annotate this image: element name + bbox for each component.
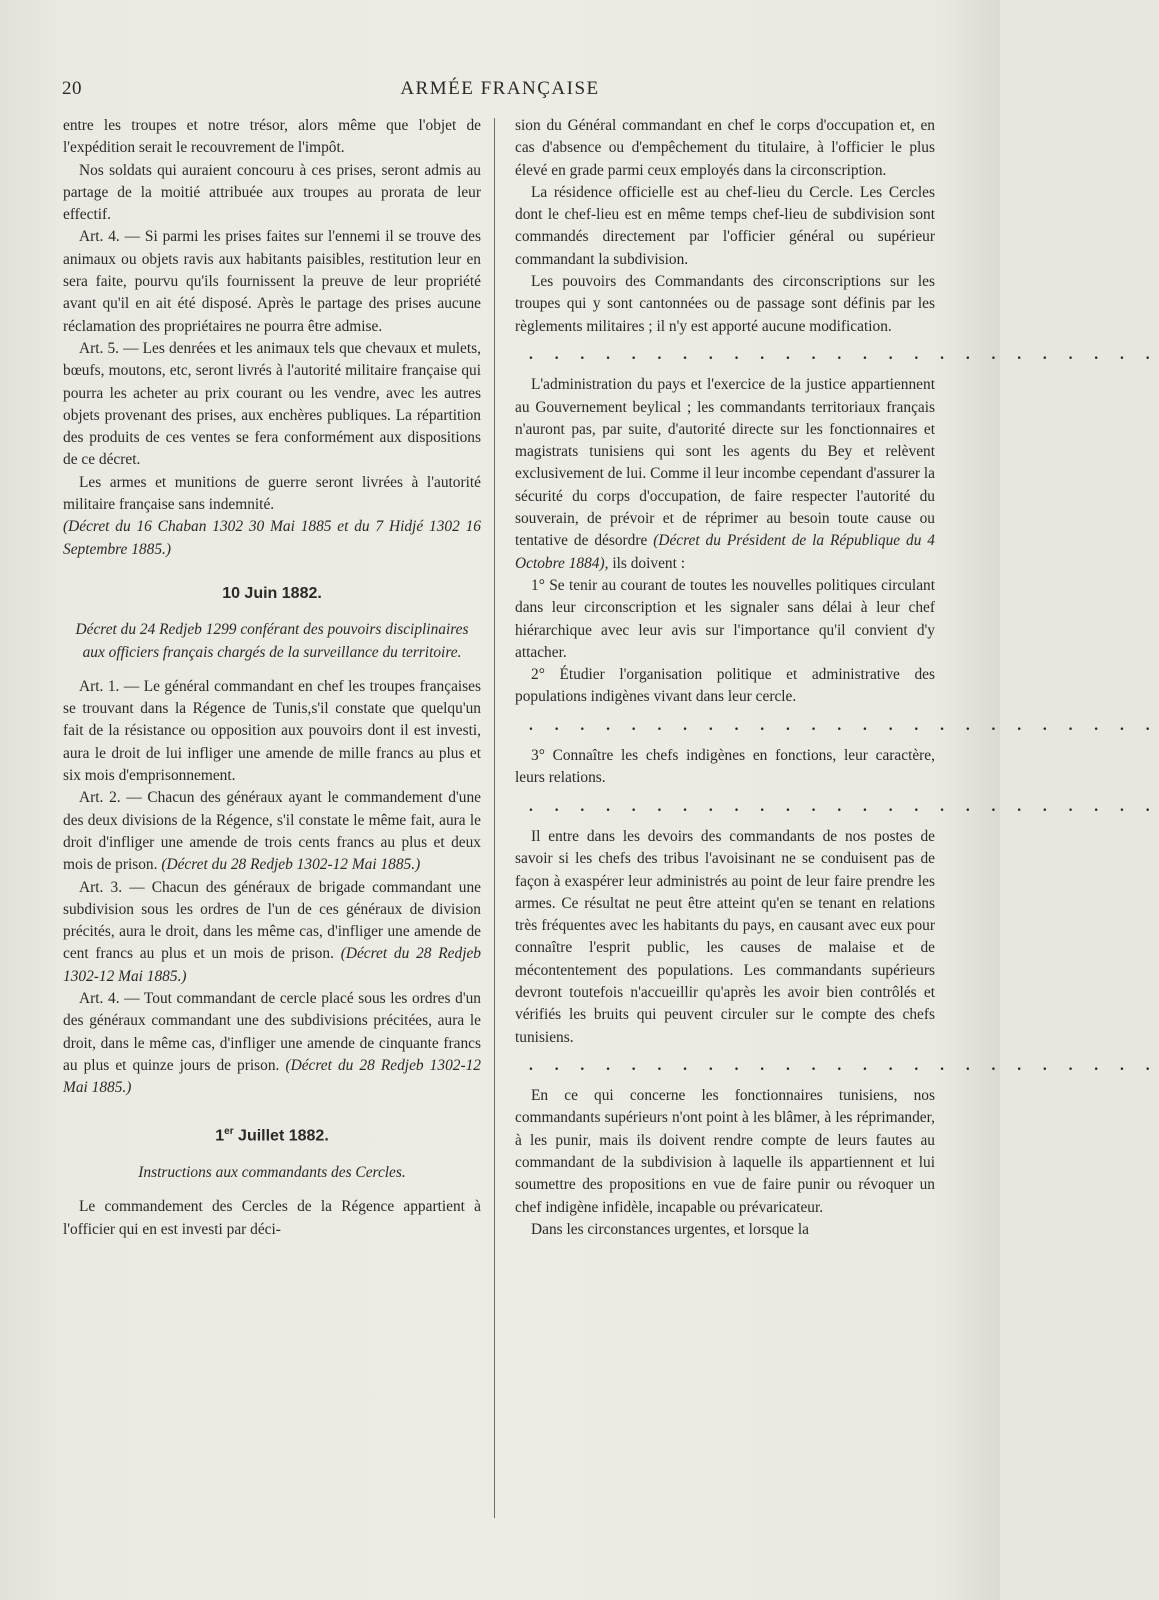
article-1: Art. 1. — Le général commandant en chef les troupes françaises se trouvant dans la Régence de Tunis,s'il constate que quelqu'un fait de la résistance ou opposition aux pouvoirs dont il est investi, aura le droit de lui infliger une amende de mille francs au plus et six mois d'emprisonnement. <box>63 677 481 785</box>
article-3 <box>63 877 481 988</box>
decree-reference: (Décret du Président de la République du 4 Octobre 1884), <box>515 532 935 572</box>
article-4: Art. 4. — Si parmi les prises faites sur l'ennemi il se trouve des animaux ou objets ravis aux habitants paisibles, restitution leur en sera faite, pourvu qu'ils fournissent la preuve de leur propriété avant qu'il en ait été disposé. Après le partage des prises aucune réclamation des propriétaires ne pourra être admise. <box>63 228 481 335</box>
list-item: 2° Étudier l'organisation politique et administrative des populations indigènes vivant dans leur cercle. <box>515 666 935 706</box>
list-item: 1° Se tenir au courant de toutes les nouvelles politiques circulant dans leur circonscription et les signaler sans délai à leur chef hiérarchique avec leur avis sur l'importance qu'il convient d'y attacher. <box>515 576 935 661</box>
article-text: Art. 3. — Chacun des généraux de brigade commandant une subdivision sous les ordres de l'un de ces généraux de division précités, aura le droit, dans les même cas, d'infliger une amende de cent francs au plus et un mois de prison. <box>63 878 481 963</box>
paragraph-end: ils doivent : <box>608 554 685 572</box>
ellipsis-separator: . . . . . . . . . . . . . . . . . . . . . . . . . <box>529 716 1159 734</box>
right-column <box>515 115 1159 1241</box>
ellipsis-separator: . . . . . . . . . . . . . . . . . . . . . . . . . <box>529 797 1159 815</box>
column-divider <box>494 118 495 1518</box>
paragraph: Nos soldats qui auraient concouru à ces prises, seront admis au partage de la moitié attribuée aux troupes au prorata de leur effectif. <box>63 161 481 224</box>
paragraph: entre les troupes et notre trésor, alors même que l'objet de l'expédition serait le recouvrement de l'impôt. <box>63 117 481 157</box>
decree-reference: (Décret du 16 Chaban 1302 30 Mai 1885 et du 7 Hidjé 1302 16 Septembre 1885.) <box>63 518 481 558</box>
paragraph <box>515 374 935 575</box>
heading-ordinal: er <box>224 1126 234 1138</box>
heading-day: 1 <box>215 1127 225 1145</box>
paragraph-text: L'administration du pays et l'exercice de la justice appartiennent au Gouvernement beylical ; les commandants territoriaux français n'auront pas, par suite, d'autorité directe sur les fonctionnaires et magistrats tunisiens qui sont les agents du Bey et relèvent exclusivement de lui. Comme il leur incombe cependant d'assurer la sécurité du corps d'occupation, de faire respecter l'autorité du souverain, de prévoir et de réprimer au besoin toute cause ou tentative de désordre <box>515 376 935 550</box>
paragraph: Dans les circonstances urgentes, et lorsque la <box>531 1220 809 1238</box>
section-date-heading: 10 Juin 1882. <box>222 584 322 602</box>
ellipsis-separator: . . . . . . . . . . . . . . . . . . . . . . . . . <box>529 345 1159 363</box>
paragraph: Les armes et munitions de guerre seront livrées à l'autorité militaire française sans indemnité. <box>63 473 481 514</box>
article-4-cercle <box>63 988 481 1099</box>
article-text: Art. 2. — Chacun des généraux ayant le commandement d'une des deux divisions de la Régence, s'il constate le même fait, aura le droit d'infliger une amende de trois cents francs au plus et deux mois de prison. <box>63 789 481 874</box>
decree-title: Décret du 24 Redjeb 1299 conférant des pouvoirs disciplinaires aux officiers français chargés de la surveillance du territoire. <box>75 621 469 661</box>
paragraph: En ce qui concerne les fonctionnaires tunisiens, nos commandants supérieurs n'ont point à les blâmer, à les réprimander, à les punir, mais ils doivent rendre compte de leurs fautes au commandant de la subdivision à laquelle ils appartiennent et lui soumettre des propositions en vue de faire punir ou révoquer un chef indigène infidèle, incapable ou prévaricateur. <box>515 1087 935 1216</box>
page-number: 20 <box>62 78 82 99</box>
section-date-heading <box>63 1121 481 1148</box>
paragraph: Il entre dans les devoirs des commandants de nos postes de savoir si les chefs des tribus l'avoisinant ne se conduisent pas de façon à exaspérer leur administrés au point de leur faire prendre les armes. Ce résultat ne peut être atteint qu'en se tenant en relations très fréquentes avec les habitants du pays, en causant avec eux pour connaître l'esprit public, les causes de malaise et de mécontentement des populations. Les commandants supérieurs devront toutefois n'accueillir qu'après les avoir bien contrôlés et vérifiés les bruits qui peuvent circuler sur le compte des chefs tunisiens. <box>515 827 935 1046</box>
article-5: Art. 5. — Les denrées et les animaux tels que chevaux et mulets, bœufs, moutons, etc, seront livrés à l'autorité militaire française qui pourra les acheter au prix courant ou les vendre, avec les autres objets provenant des prises, aux enchères publiques. La répartition des produits de ces ventes se fera conformément aux dispositions de ce décret. <box>63 339 481 469</box>
running-title: ARMÉE FRANÇAISE <box>400 78 600 99</box>
left-column <box>63 115 481 1241</box>
decree-reference: (Décret du 28 Redjeb 1302-12 Mai 1885.) <box>161 856 421 874</box>
article-text: Art. 4. — Tout commandant de cercle placé sous les ordres d'un des généraux commandant une des subdivisions précitées, aura le droit, dans le même cas, d'infliger une amende de cinquante francs au plus et quinze jours de prison. <box>63 989 481 1074</box>
paragraph: La résidence officielle est au chef-lieu du Cercle. Les Cercles dont le chef-lieu est en même temps chef-lieu de subdivision sont commandés directement par l'officier général ou supérieur commandant la subdivision. <box>515 183 935 268</box>
ellipsis-separator: . . . . . . . . . . . . . . . . . . . . . . . . . <box>529 1056 1159 1074</box>
page-header <box>62 78 938 106</box>
paragraph: sion du Général commandant en chef le corps d'occupation et, en cas d'absence ou d'empêchement du titulaire, à l'officier le plus élevé en grade parmi ceux employés dans la circonscription. <box>515 117 935 179</box>
decree-reference: (Décret du 28 Redjeb 1302-12 Mai 1885.) <box>63 1056 481 1097</box>
paragraph: Les pouvoirs des Commandants des circonscriptions sur les troupes qui y sont cantonnées ou de passage sont définis par les règlements militaires ; il n'y est apporté aucune modification. <box>515 273 935 335</box>
heading-rest: Juillet 1882. <box>233 1127 329 1145</box>
instructions-title: Instructions aux commandants des Cercles. <box>138 1164 406 1182</box>
article-2 <box>63 787 481 876</box>
paragraph: Le commandement des Cercles de la Régence appartient à l'officier qui en est investi par déci- <box>63 1198 481 1238</box>
list-item: 3° Connaître les chefs indigènes en fonctions, leur caractère, leurs relations. <box>515 747 935 787</box>
decree-reference: (Décret du 28 Redjeb 1302-12 Mai 1885.) <box>63 945 481 985</box>
